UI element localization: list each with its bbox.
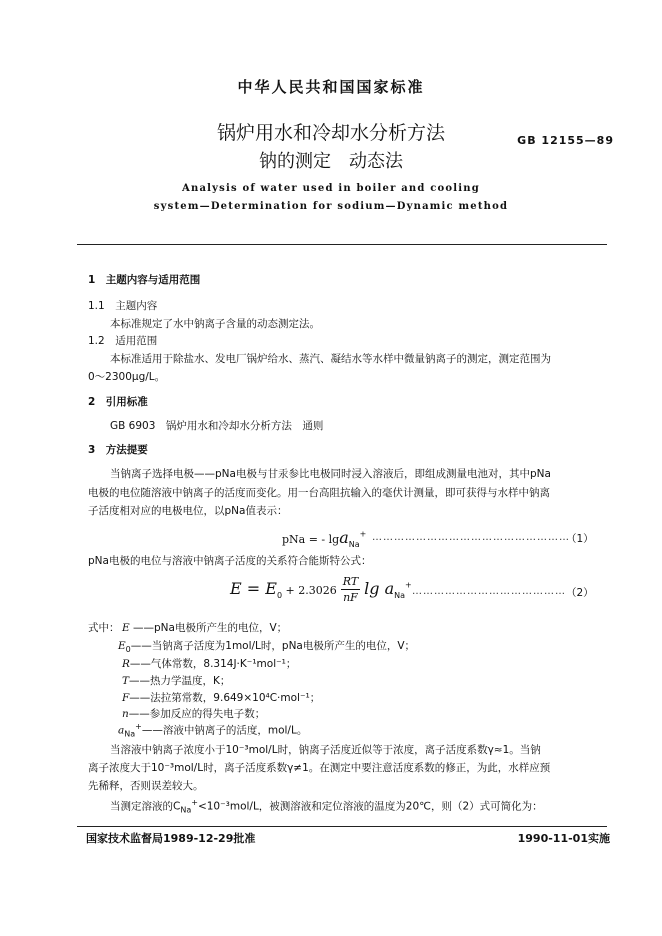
simplification-note-a: 当测定溶液的C — [110, 800, 181, 813]
equation-1-leader: ……………………………………………… — [372, 532, 570, 543]
symbol-T: T — [122, 675, 130, 687]
english-title-line1: Analysis of water used in boiler and cooling — [182, 183, 480, 194]
definition-F — [122, 690, 320, 705]
definition-T — [122, 673, 230, 688]
standard-code: GB 12155—89 — [517, 134, 614, 147]
definition-a — [118, 722, 307, 739]
symbol-a-sub: Na — [124, 729, 136, 739]
activity-note-line3: 先稀释，否则误差较大。 — [88, 780, 204, 792]
activity-symbol: a — [339, 528, 349, 547]
nation-standard-title: 中华人民共和国国家标准 — [237, 78, 425, 96]
equation-2-subscript: Na — [394, 591, 406, 601]
symbol-n: n — [122, 708, 129, 720]
equation-2-log: lg a — [364, 579, 395, 598]
nernst-intro: pNa电极的电位与溶液中钠离子活度的关系符合能斯特公式： — [88, 555, 372, 567]
definition-E0 — [118, 638, 415, 654]
section-2-heading: 2 引用标准 — [88, 396, 148, 408]
section-1-1-heading: 1.1 主题内容 — [88, 300, 158, 312]
definition-E0-text: ——当钠离子活度为1mol/L时，pNa电极所产生的电位，V； — [130, 640, 416, 652]
symbol-R: R — [122, 658, 130, 670]
simplification-note — [110, 798, 543, 815]
definition-n — [122, 706, 265, 721]
symbol-F: F — [122, 692, 130, 704]
activity-note-line2: 离子浓度大于10⁻³mol/L时，离子活度系数γ≠1。在测定中要注意活度系数的修正，为此，水样应预 — [88, 762, 551, 774]
section-3-heading: 3 方法提要 — [88, 444, 148, 456]
symbol-E: E — [122, 622, 130, 634]
fraction-numerator: RT — [342, 575, 359, 588]
definition-E — [122, 620, 287, 635]
activity-superscript: + — [359, 529, 367, 539]
symbol-a-sup: + — [135, 722, 142, 731]
simplification-note-b: <10⁻³mol/L，被测溶液和定位溶液的温度为20℃，则（2）式可简化为： — [197, 800, 543, 813]
definition-n-text: ——参加反应的得失电子数； — [128, 708, 266, 720]
section-1-1-text: 本标准规定了水中钠离子含量的动态测定法。 — [110, 318, 320, 330]
fraction-denominator: nF — [343, 591, 358, 604]
referenced-standard: GB 6903 锅炉用水和冷却水分析方法 通则 — [110, 420, 324, 432]
equation-1-lhs: pNa = - lg — [282, 533, 340, 546]
definition-a-text: ——溶液中钠离子的活度，mol/L。 — [141, 724, 308, 737]
definition-R — [122, 656, 296, 671]
approval-date: 国家技术监督局1989-12-29批准 — [86, 832, 256, 845]
effective-date: 1990-11-01实施 — [517, 832, 610, 845]
definition-E-text: ——pNa电极所产生的电位，V； — [133, 622, 288, 634]
equation-2-e0-sub: 0 — [276, 591, 283, 601]
footer-divider — [77, 826, 607, 827]
where-label: 式中： — [88, 622, 120, 634]
document-title-line2: 钠的测定 动态法 — [259, 151, 403, 172]
section-1-2-text: 本标准适用于除盐水、发电厂锅炉给水、蒸汽、凝结水等水样中微量钠离子的测定，测定范围为 — [110, 353, 551, 365]
activity-subscript: Na — [348, 540, 360, 550]
equation-2-leader: …………………………………… — [412, 586, 566, 597]
definition-R-text: ——气体常数，8.314J·K⁻¹mol⁻¹； — [129, 658, 297, 670]
definition-F-text: ——法拉第常数，9.649×10⁴C·mol⁻¹； — [129, 692, 321, 704]
symbol-E0-sub: 0 — [125, 645, 131, 655]
equation-2-fraction — [341, 574, 360, 605]
simplification-sup: + — [191, 798, 198, 807]
symbol-E0: E — [118, 640, 126, 652]
english-title-line2: system—Determination for sodium—Dynamic method — [153, 201, 509, 212]
equation-2-superscript: + — [405, 580, 412, 590]
principle-line3: 子活度相对应的电极电位，以pNa值表示： — [88, 505, 288, 517]
definition-T-text: ——热力学温度，K； — [129, 675, 231, 687]
equation-2-number: （2） — [566, 587, 594, 599]
principle-line2: 电极的电位随溶液中钠离子的活度而变化。用一台高阻抗输入的毫伏计测量，即可获得与水样中钠离 — [88, 487, 550, 499]
equation-2-constant: + 2.3026 — [282, 584, 337, 597]
document-title-line1: 锅炉用水和冷却水分析方法 — [216, 122, 445, 144]
equation-2-lhs: E = E — [230, 579, 277, 598]
section-1-2-heading: 1.2 适用范围 — [88, 335, 158, 347]
section-1-2-text-cont: 0～2300μg/L。 — [88, 371, 166, 383]
equation-2 — [230, 574, 412, 605]
header-divider — [77, 244, 607, 245]
section-1-heading: 1 主题内容与适用范围 — [88, 274, 201, 286]
principle-line1: 当钠离子选择电极——pNa电极与甘汞参比电极同时浸入溶液后，即组成测量电池对，其中pNa — [110, 468, 551, 480]
equation-1-number: （1） — [566, 533, 594, 545]
symbol-a: a — [118, 724, 125, 737]
equation-1 — [282, 528, 366, 549]
simplification-sub: Na — [180, 805, 192, 815]
activity-note-line1: 当溶液中钠离子浓度小于10⁻³mol/L时，钠离子活度近似等于浓度，离子活度系数γ≈1。当钠 — [110, 744, 541, 756]
